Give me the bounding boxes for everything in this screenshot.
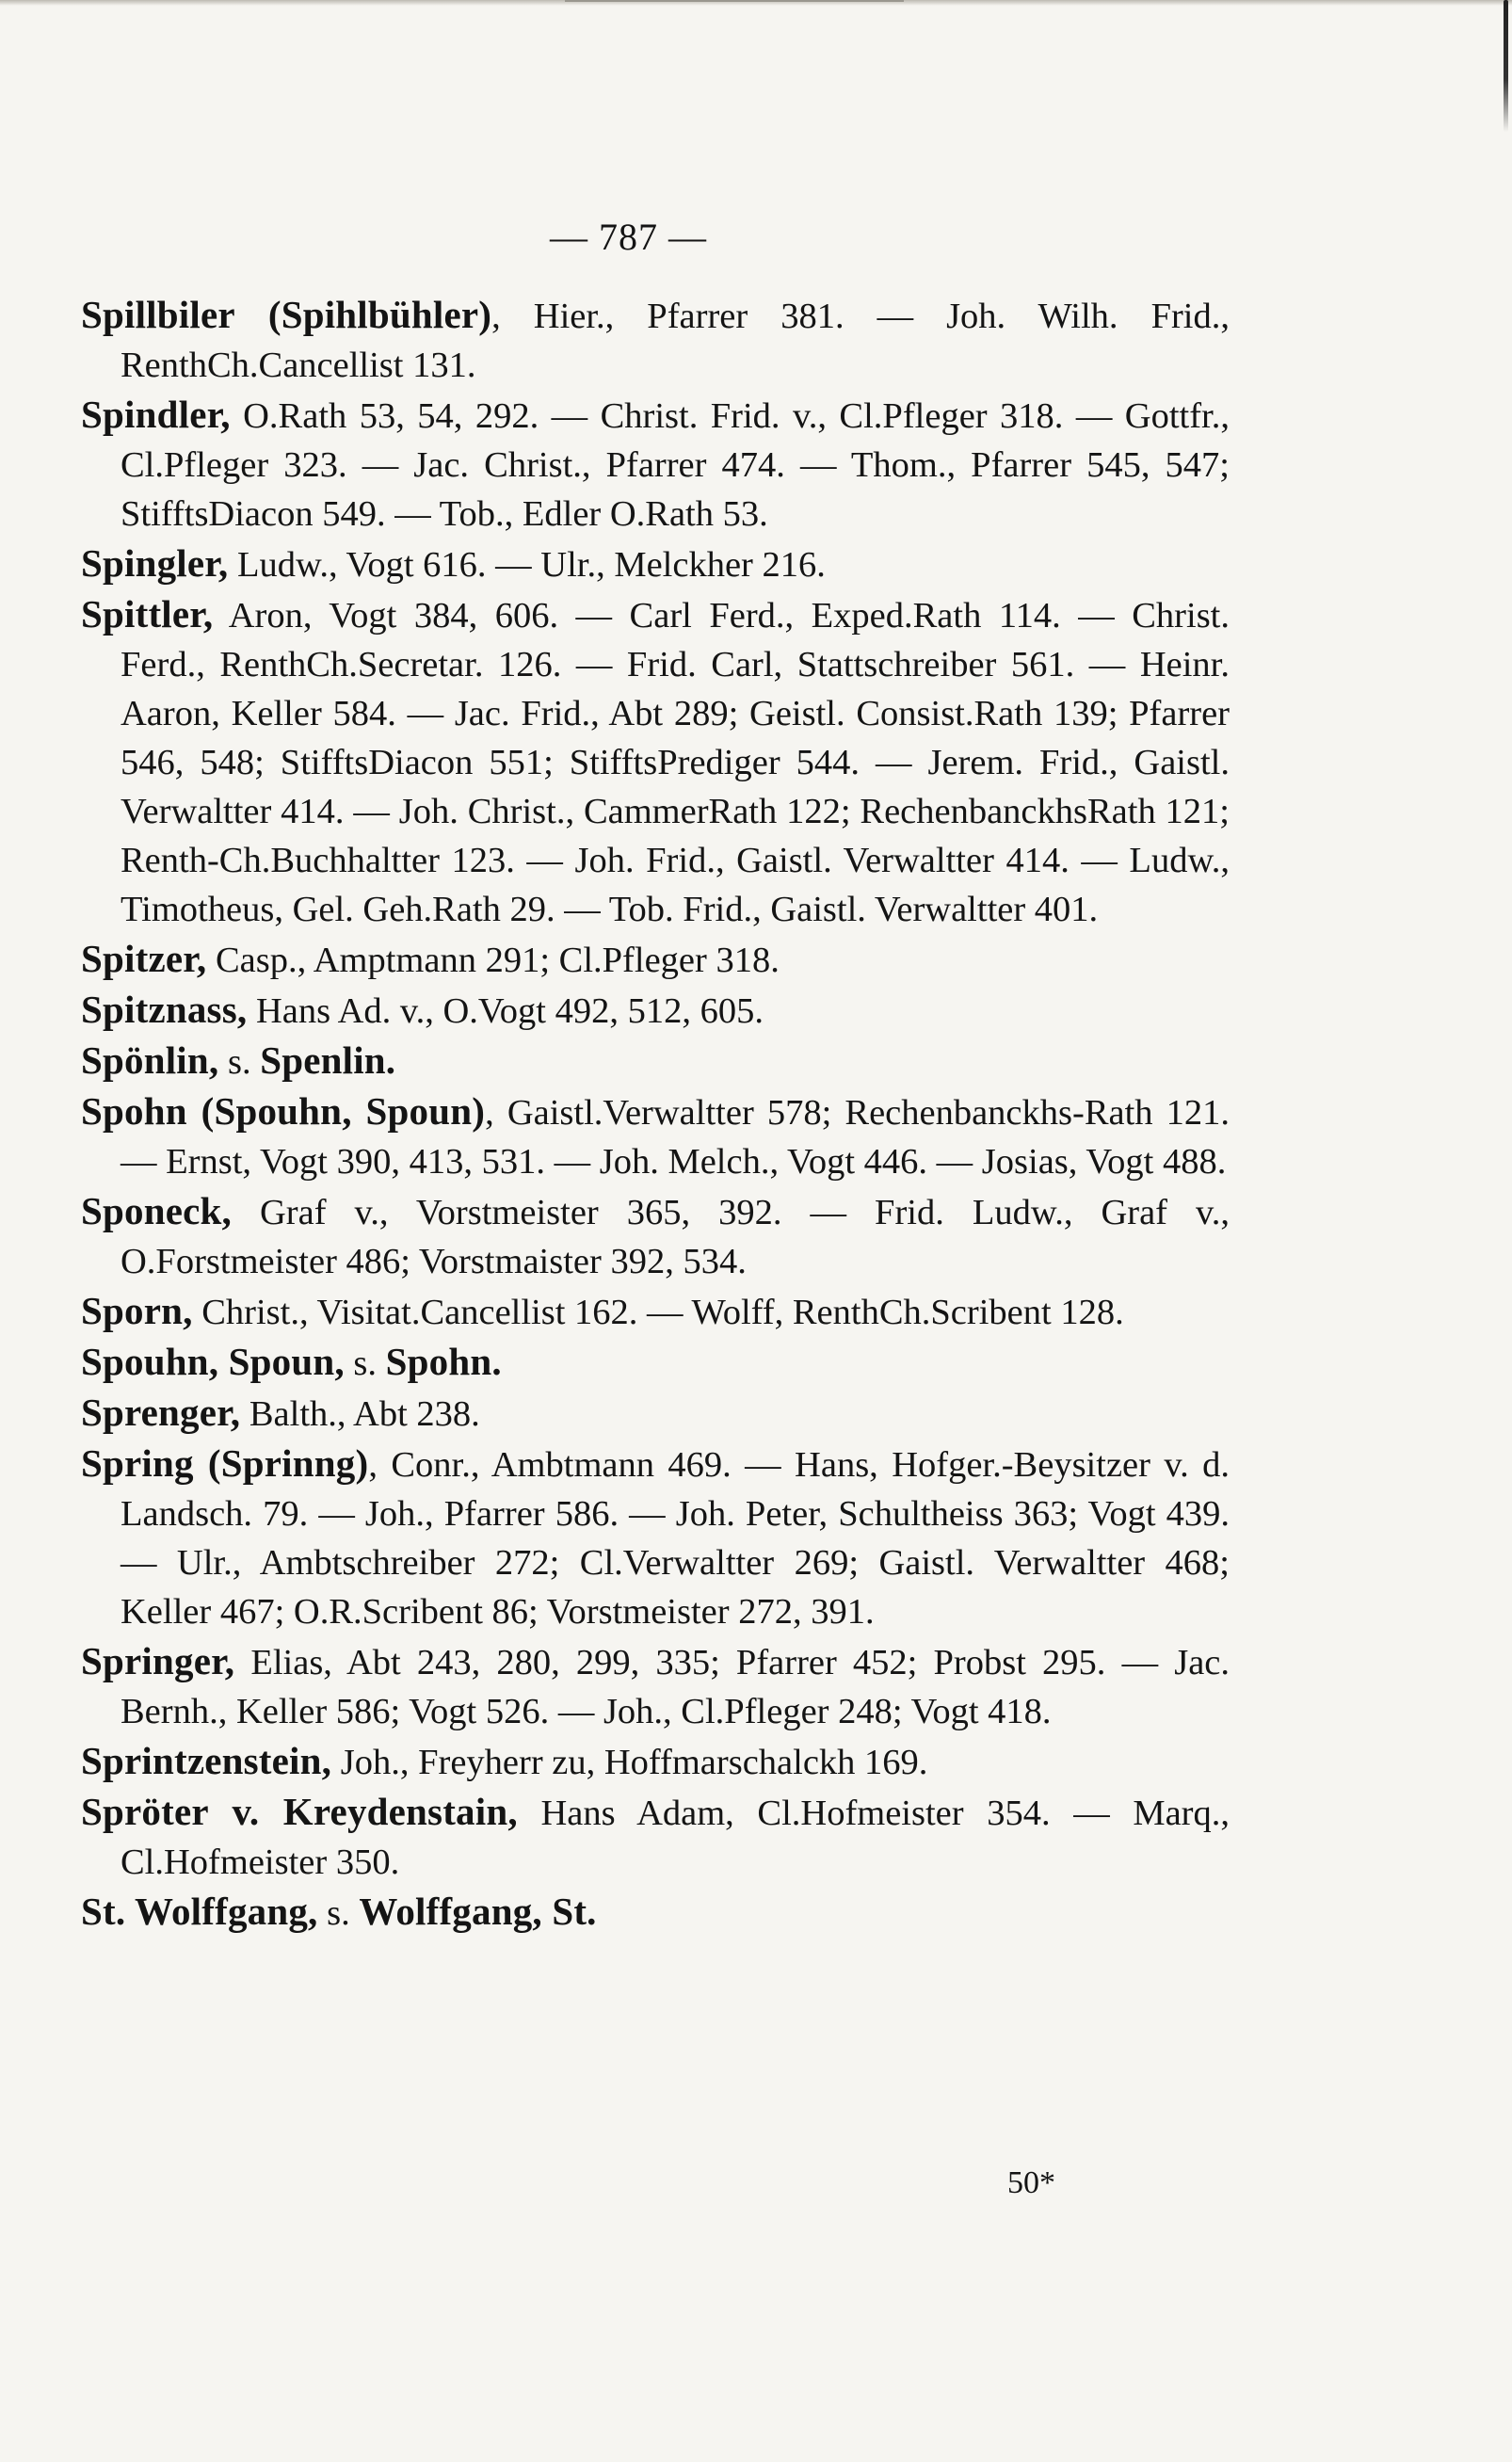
index-entry [81,1337,1230,1388]
index-entry [81,290,1230,390]
entry-text: Aron, Vogt 384, 606. — Carl Ferd., Exped.Rath 114. — Christ. Ferd., RenthCh.Secretar. 126. — Frid. Carl, Stattschreiber 561. — Heinr. Aaron, Keller 584. — Jac. Frid., Abt 289; Geistl. Consist.Rath 139; Pfarrer 546, 548; StifftsDiacon 551; StifftsPrediger 544. — Jerem. Frid., Gaistl. Verwaltter 414. — Joh. Christ., CammerRath 122; RechenbanckhsRath 121; Renth-Ch.Buchhaltter 123. — Joh. Frid., Gaistl. Verwaltter 414. — Ludw., Timotheus, Gel. Geh.Rath 29. — Tob. Frid., Gaistl. Verwaltter 401. [121,596,1230,929]
index-entry [81,589,1230,934]
index-entry [81,1036,1230,1086]
page-number: — 787 — [550,216,707,258]
entry-head: Springer, [81,1639,235,1682]
entry-head: Spohn (Spouhn, Spoun) [81,1089,486,1133]
index-entry [81,985,1230,1036]
entry-head: Spitzer, [81,937,207,980]
index-entry [81,1388,1230,1439]
entry-text: , Conr., Ambtmann 469. — Hans, Hofger.-Beysitzer v. d. Landsch. 79. — Joh., Pfarrer 586. — Joh. Peter, Schultheiss 363; Vogt 439. — Ulr., Ambtschreiber 272; Cl.Verwaltter 269; Gaistl. Verwaltter 468; Keller 467; O.R.Scribent 86; Vorstmeister 272, 391. [121,1445,1230,1632]
entry-head: Spitznass, [81,988,248,1031]
entry-cross-reference: Spenlin. [260,1038,396,1082]
index-entry [81,539,1230,589]
signature-mark: 50* [1007,2165,1055,2200]
entry-text: Christ., Visitat.Cancellist 162. — Wolff, RenthCh.Scribent 128. [192,1293,1124,1332]
entry-text: Balth., Abt 238. [240,1394,480,1434]
index-entry [81,934,1230,985]
index-entries [81,290,1230,1938]
index-entry [81,1286,1230,1337]
scan-mark [1504,0,1508,132]
index-entry [81,1736,1230,1787]
entry-cross-reference: Spohn. [385,1340,502,1383]
index-entry [81,1439,1230,1636]
entry-head: Sponeck, [81,1189,232,1232]
index-entry [81,390,1230,539]
entry-text: s. [317,1893,360,1933]
entry-head: Spring (Sprinng) [81,1441,369,1485]
entry-head: Sporn, [81,1289,193,1332]
entry-head: Spönlin, [81,1038,219,1082]
entry-head: Spillbiler (Spihlbühler) [81,293,492,336]
entry-head: Spingler, [81,541,229,585]
index-entry [81,1636,1230,1736]
entry-text: , Hier., Pfarrer 381. — Joh. Wilh. Frid., RenthCh.Cancellist 131. [121,297,1230,385]
entry-head: Sprintzenstein, [81,1739,332,1782]
entry-head: Spröter v. Kreydenstain, [81,1790,518,1833]
index-entry [81,1787,1230,1887]
index-entry [81,1887,1230,1938]
entry-text: Hans Adam, Cl.Hofmeister 354. — Marq., Cl.Hofmeister 350. [121,1794,1230,1882]
entry-text: Elias, Abt 243, 280, 299, 335; Pfarrer 452; Probst 295. — Jac. Bernh., Keller 586; Vogt 526. — Joh., Cl.Pfleger 248; Vogt 418. [121,1643,1230,1731]
entry-text: s. [218,1042,261,1082]
index-entry [81,1186,1230,1286]
entry-text: , Gaistl.Verwaltter 578; Rechenbanckhs-Rath 121. — Ernst, Vogt 390, 413, 531. — Joh. Melch., Vogt 446. — Josias, Vogt 488. [121,1093,1230,1182]
entry-head: Sprenger, [81,1391,241,1434]
index-entry [81,1086,1230,1186]
entry-head: Spindler, [81,393,231,436]
entry-text: Ludw., Vogt 616. — Ulr., Melckher 216. [228,545,826,585]
entry-cross-reference: Wolffgang, St. [359,1890,597,1933]
entry-text: s. [344,1344,386,1383]
entry-text: O.Rath 53, 54, 292. — Christ. Frid. v., Cl.Pfleger 318. — Gottfr., Cl.Pfleger 323. — Jac. Christ., Pfarrer 474. — Thom., Pfarrer 545, 547; StifftsDiacon 549. — Tob., Edler O.Rath 53. [121,396,1230,534]
entry-head: Spittler, [81,592,214,636]
entry-text: Casp., Amptmann 291; Cl.Pfleger 318. [206,941,780,980]
entry-text: Graf v., Vorstmeister 365, 392. — Frid. Ludw., Graf v., O.Forstmeister 486; Vorstmaister 392, 534. [121,1193,1230,1281]
entry-text: Hans Ad. v., O.Vogt 492, 512, 605. [247,991,764,1031]
scan-rule [565,0,904,2]
entry-head: Spouhn, Spoun, [81,1340,345,1383]
entry-text: Joh., Freyherr zu, Hoffmarschalckh 169. [331,1743,928,1782]
entry-head: St. Wolffgang, [81,1890,318,1933]
